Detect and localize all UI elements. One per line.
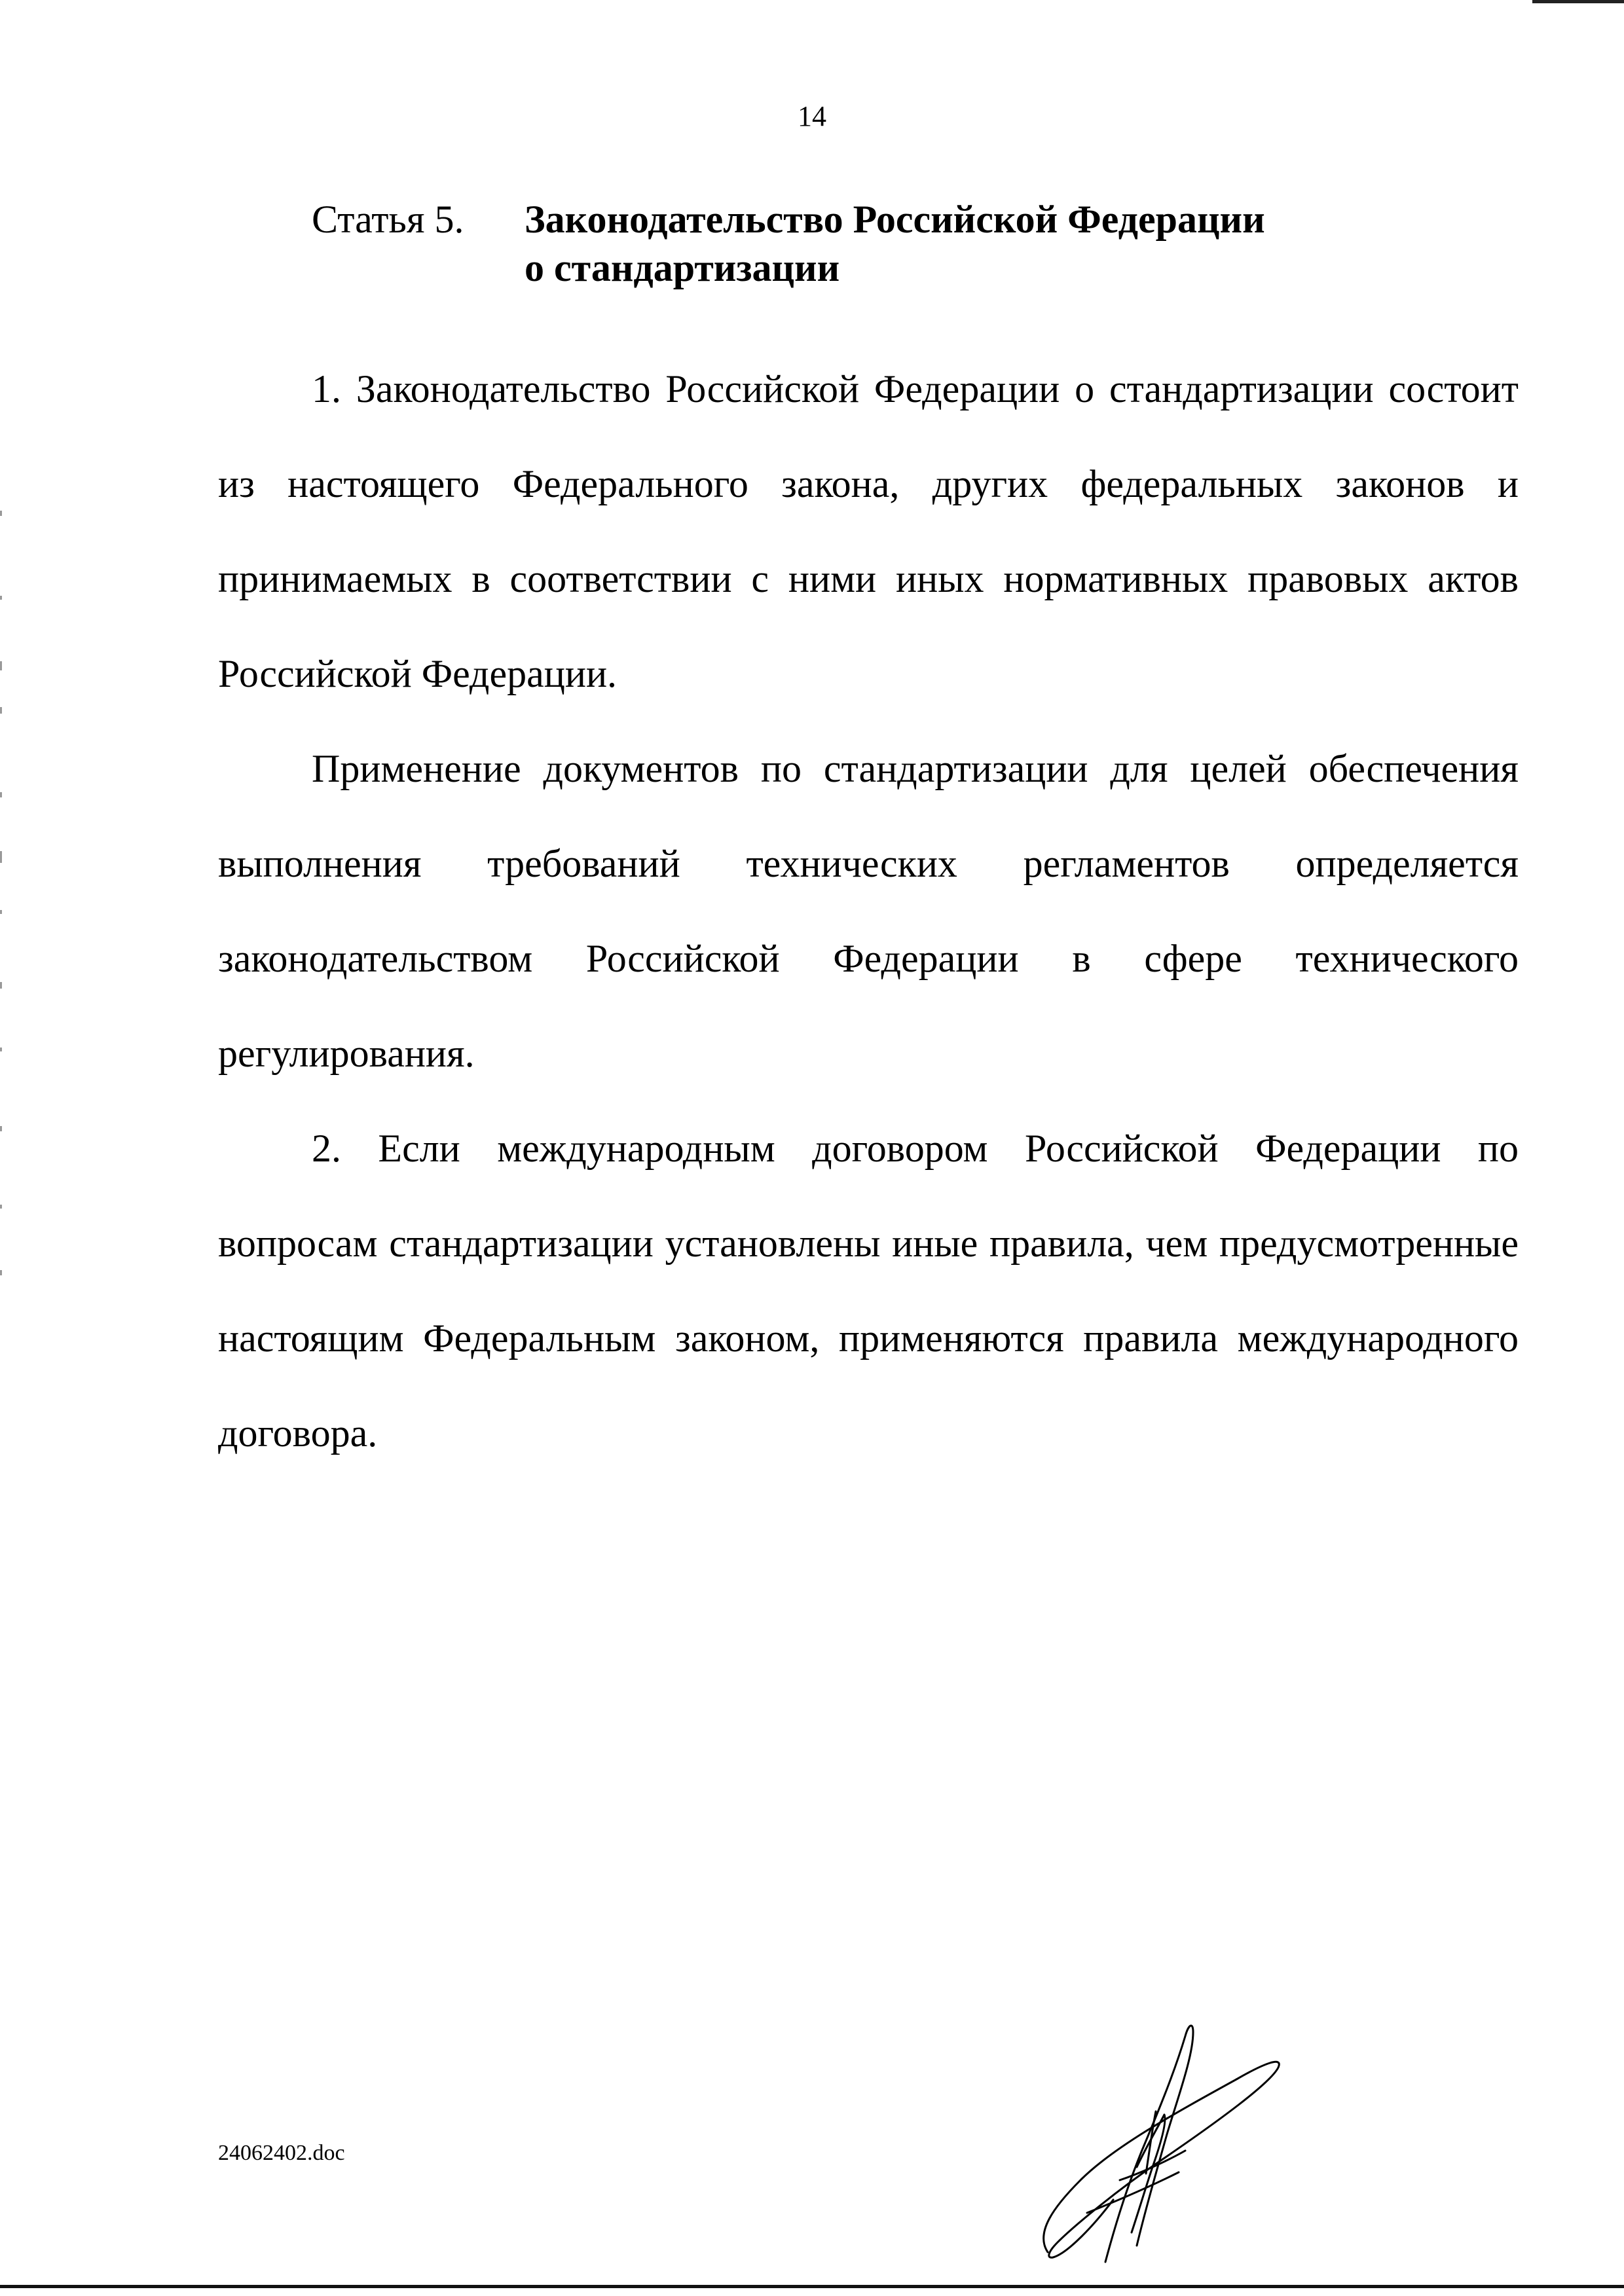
document-filename: 24062402.doc: [218, 2141, 345, 2165]
scan-edge-top: [1532, 0, 1624, 3]
paragraph-1: 1. Законодательство Российской Федерации о стандартизации состоит из настоящего Федерального закона, других федеральных законов и принимаемых в соответствии с ними иных нормативных правовых актов Российской Федерации.: [218, 367, 1519, 695]
article-title-line-2: о стандартизации: [525, 246, 840, 289]
article-label: Статья 5.: [312, 198, 464, 241]
page-number: 14: [798, 100, 826, 132]
scan-edge-bottom: [0, 2285, 1624, 2288]
paragraph-2: Применение документов по стандартизации для целей обеспечения выполнения требований технических регламентов определяется законодательством Российской Федерации в сфере технического регулирования.: [218, 747, 1519, 1075]
paragraph-3: 2. Если международным договором Российской Федерации по вопросам стандартизации установлены иные правила, чем предусмотренные настоящим Федеральным законом, применяются правила международного договора.: [218, 1127, 1519, 1455]
article-title: [525, 195, 1415, 292]
signature-image: [1022, 2016, 1297, 2272]
article-body: [218, 342, 1519, 1481]
article-title-line-1: Законодательство Российской Федерации: [525, 198, 1265, 241]
scan-margin-marks: [0, 511, 4, 1283]
